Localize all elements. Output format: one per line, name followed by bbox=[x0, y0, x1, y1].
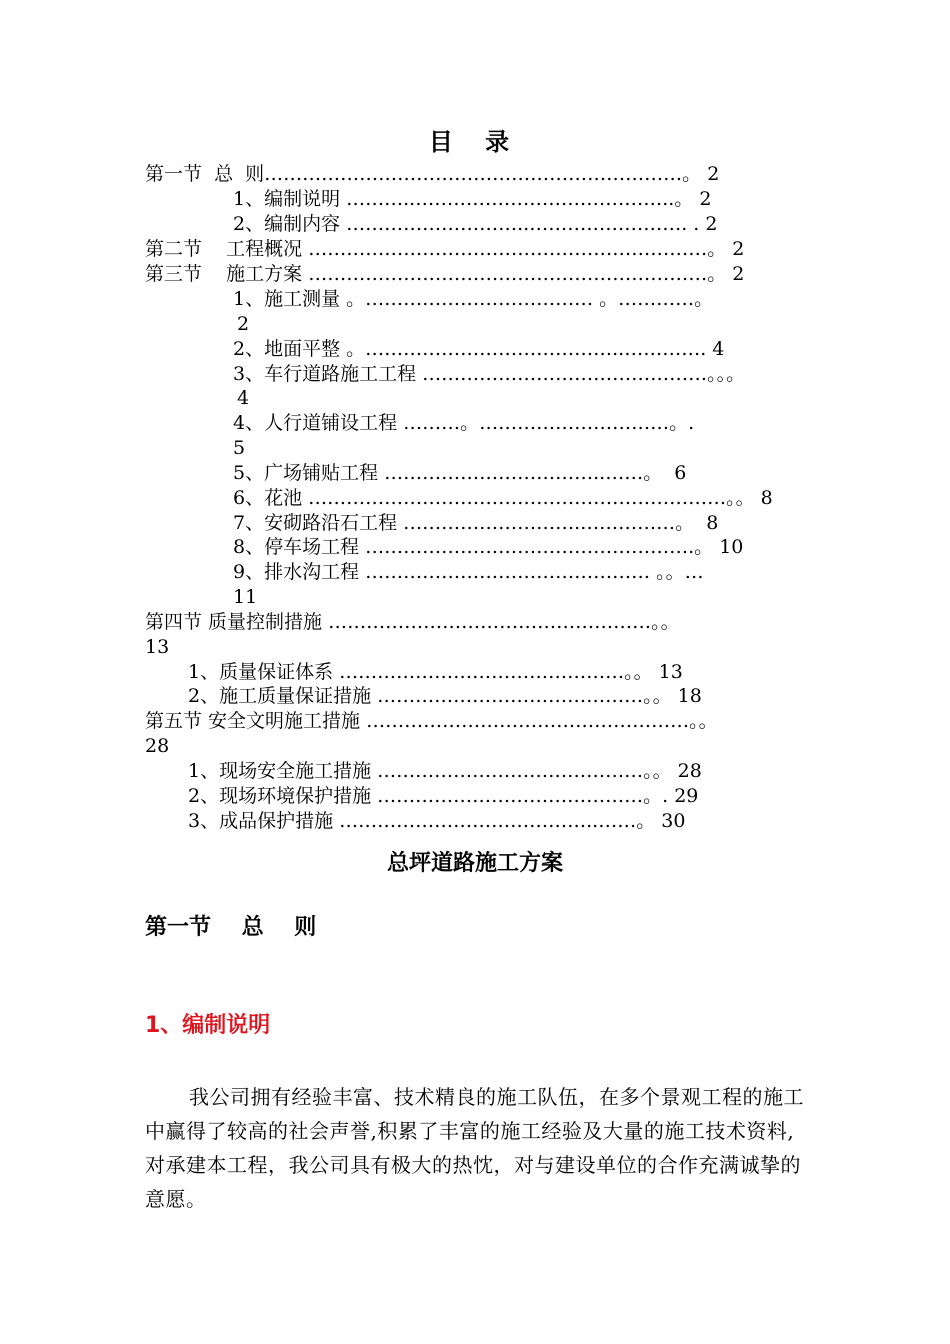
toc-line: 6、花池 …………………………………………………………。。 8 bbox=[233, 487, 773, 509]
toc-line: 13 bbox=[145, 636, 170, 658]
toc-line: 1、现场安全施工措施 ……………………………………。。 28 bbox=[188, 760, 702, 782]
toc-line: 2、地面平整 。…………………………………..…………. 4 bbox=[233, 338, 725, 360]
toc-line: 2、现场环境保护措施 ……………………………………。. 29 bbox=[188, 785, 699, 807]
toc-line: 第一节 总 则…………………………………………………………。 2 bbox=[145, 163, 720, 185]
toc-line: 2、编制内容 ………………………..……………………. . 2 bbox=[233, 213, 718, 235]
toc-line: 1、质量保证体系 ………………………………………。。 13 bbox=[188, 661, 683, 683]
toc-line: 4 bbox=[237, 387, 250, 409]
toc-line: 第四节 质量控制措施 ……………………………………………。。 bbox=[145, 611, 680, 633]
toc-line: 第五节 安全文明施工措施 ……………………………………………。。 bbox=[145, 710, 718, 732]
toc-line: 8、停车场工程 …………………………………………….。 10 bbox=[233, 536, 744, 558]
toc-title: 目 录 bbox=[428, 128, 522, 156]
toc-line: 1、施工测量 。……………………………… 。…………。 bbox=[233, 288, 714, 310]
toc-line: 5 bbox=[233, 437, 246, 459]
document-title: 总坪道路施工方案 bbox=[386, 851, 563, 876]
toc-line: 第二节 工程概况 ………………………………………………………。 2 bbox=[145, 238, 745, 260]
section-heading: 第一节 总 则 bbox=[145, 915, 317, 940]
toc-line: 11 bbox=[233, 586, 258, 608]
toc-line: 4、人行道铺设工程 ………。…………………………。. bbox=[233, 412, 695, 434]
body-paragraph: 我公司拥有经验丰富、技术精良的施工队伍，在多个景观工程的施工中赢得了较高的社会声誉,积累了丰富的施工经验及大量的施工技术资料,对承建本工程，我公司具有极大的热忱，对与建设单位的合作充满诚挚的意愿。 bbox=[145, 1085, 804, 1211]
toc-line: 第三节 施工方案 ………………………………………………………。 2 bbox=[145, 263, 745, 285]
toc-line: 3、成品保护措施 …………………………………..……。 30 bbox=[188, 810, 686, 832]
toc-line: 1、编制说明 ………..…………………………………..。 2 bbox=[233, 188, 712, 210]
toc-line: 2、施工质量保证措施 ……………………………………。。 18 bbox=[188, 685, 702, 707]
toc-line: 2 bbox=[237, 313, 250, 335]
toc-line: 3、车行道路施工工程 ………………………………………。。。 bbox=[233, 363, 746, 385]
toc-line: 9、排水沟工程 ……………………………………… 。。… bbox=[233, 561, 704, 583]
toc-line: 5、广场铺贴工程 ……………………………..……。 6 bbox=[233, 462, 687, 484]
toc-line: 7、安砌路沿石工程 ……………………….……………。 8 bbox=[233, 512, 719, 534]
toc-line: 28 bbox=[145, 735, 170, 757]
sub-heading: 1、编制说明 bbox=[145, 1013, 271, 1038]
